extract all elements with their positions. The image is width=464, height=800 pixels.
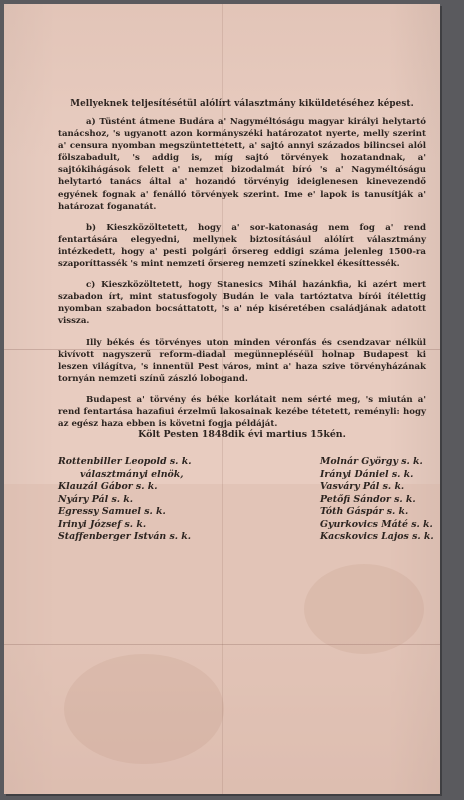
document-body [58, 116, 426, 439]
date-line: Költ Pesten 1848dik évi martius 15kén. [138, 429, 346, 440]
signer-name: Tóth Gáspár s. k. [320, 506, 409, 517]
signer-name: Irinyi József s. k. [58, 518, 147, 530]
signer-name: Nyáry Pál s. k. [58, 493, 134, 505]
signatories [58, 456, 434, 544]
paragraph-a: a) Tüstént átmene Budára a' Nagyméltóságu magyar királyi helytartó tanácshoz, 's ugyanott azon kormányszéki határozatot nyerte, melly szerint a' censura nyomban megszüntettetett, a' sajtó annyi százados bilincsei alól fölszabadult, 's addig is, míg sajtó törvények hozatandnak, a' sajtókihágások felett a' nemzet bizodalmát bíró 's a' Nagyméltóságu helytartó tanács által a' hozandó törvényig ideiglenesen kinevezendő egyének fognak a' fenálló törvények szerint. Ime e' lapok is tanusítják a' határozat foganatát. [58, 117, 426, 212]
paragraph-b: b) Kieszközöltetett, hogy a' sor-katonaság nem fog a' rend fentartására elegyedni, mellynek biztosításául alólírt választmány intézkedett, hogy a' pesti polgári őrsereg eddigi száma jelenleg 1500-ra szaporíttassék 's mint nemzeti őrsereg nemzeti színekkel ékesíttessék. [58, 222, 426, 270]
signer-name: Egressy Samuel s. k. [58, 506, 166, 517]
signers-left-column [58, 456, 242, 544]
paragraph-closing: Budapest a' törvény és béke korlátait nem sérté meg, 's miután a' rend fentartása hazafiui érzelmű lakosainak kezébe tétetett, reményli: hogy az egész haza ebben is követni fogja példáját. [58, 394, 426, 430]
signer-name: Kacskovics Lajos s. k. [320, 531, 434, 542]
signer-name: Molnár György s. k. [320, 456, 423, 467]
signer-name: Gyurkovics Máté s. k. [320, 518, 433, 530]
signer-name: Vasváry Pál s. k. [320, 481, 405, 492]
signer-name: Klauzál Gábor s. k. [58, 481, 158, 492]
document-heading: Mellyeknek teljesítésétül alólírt választmány kiküldetéséhez képest. [70, 99, 414, 109]
paper-stain [64, 654, 224, 764]
paragraph-c: c) Kieszközöltetett, hogy Stanesics Mihál hazánkfia, ki azért mert szabadon írt, mint statusfogoly Budán le vala tartóztatva bírói ítélettig nyomban szabadon bocsáttatott, 's a' nép kiséretében családjának adatott vissza. [58, 280, 426, 327]
signer-name: Staffenberger István s. k. [58, 531, 192, 542]
signer-title: választmányi elnök, [80, 468, 184, 480]
signer-name: Rottenbiller Leopold s. k. [58, 456, 192, 467]
signer-name: Irányi Dániel s. k. [320, 468, 414, 480]
paragraph-celebration: Illy békés és törvényes uton minden véronfás és csendzavar nélkül kivívott nagyszerű reform-diadal megünnepléséül holnap Budapest ki leszen világítva, 's innentül Pest város, mint a' haza szive törvényházának tornyán nemzeti színű zászló lobogand. [58, 337, 426, 384]
paper-stain [304, 564, 424, 654]
signers-right-column [242, 456, 434, 544]
signer-name: Petőfi Sándor s. k. [320, 493, 416, 505]
